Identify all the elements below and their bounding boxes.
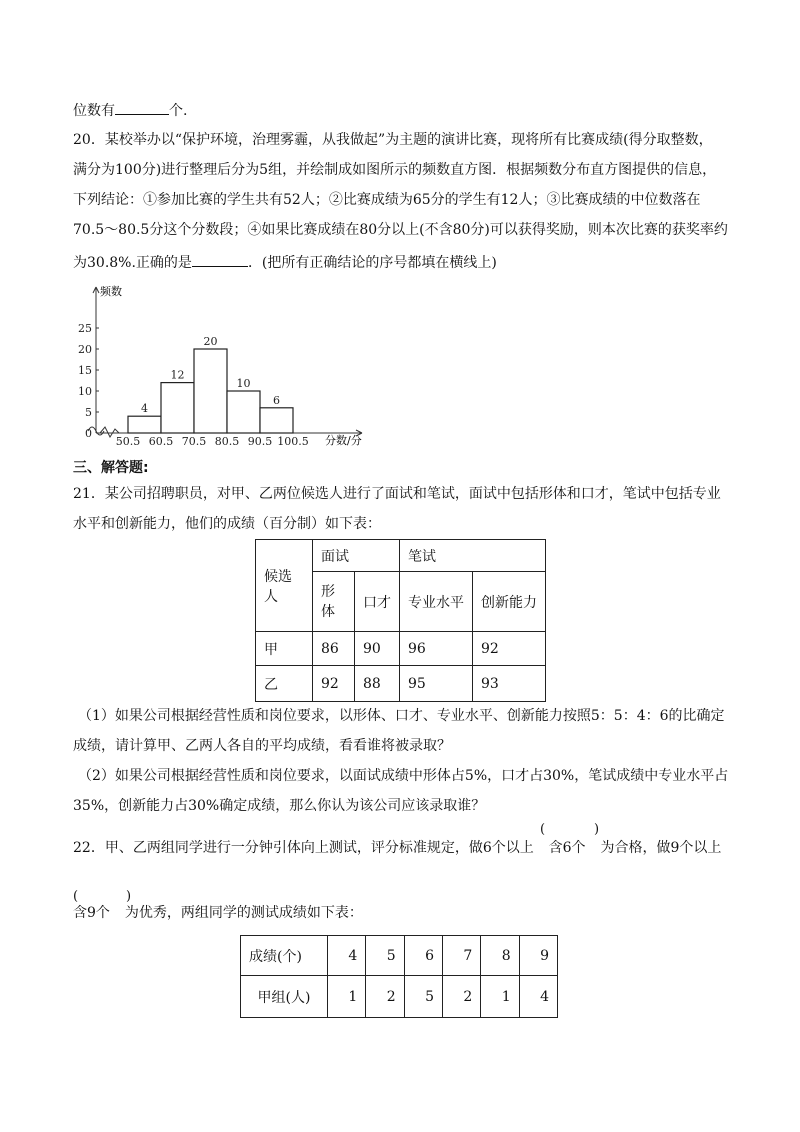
cell: 9 <box>519 936 557 976</box>
y-tick-label: 25 <box>78 322 92 335</box>
open-paren: ( <box>73 889 79 904</box>
header-interview: 面试 <box>313 540 400 572</box>
q21-part2-line-2: 35%，创新能力占30%确定成绩，那么你认为该公司应该录取谁？ <box>73 798 486 814</box>
x-tick-label: 60.5 <box>148 435 174 448</box>
q21-line-2: 水平和创新能力，他们的成绩（百分制）如下表： <box>73 516 381 532</box>
bar-value-label: 20 <box>203 335 218 348</box>
cell: 6 <box>404 936 442 976</box>
x-tick-label: 80.5 <box>214 435 240 448</box>
bar-value-label: 10 <box>236 377 251 390</box>
cell: 8 <box>481 936 519 976</box>
y-tick-label: 0 <box>85 427 92 440</box>
cell: 1 <box>481 976 519 1018</box>
row-name: 乙 <box>256 666 313 702</box>
header-expertise: 专业水平 <box>400 572 473 632</box>
q22-text-c: 为优秀，两组同学的测试成绩如下表： <box>124 905 363 921</box>
y-tick-label: 15 <box>78 364 92 377</box>
q22-line-1 <box>73 838 721 858</box>
row-name: 甲 <box>256 632 313 666</box>
bar-value-label: 4 <box>141 402 148 416</box>
q20-last-suffix: ．(把所有正确结论的序号都填在横线上) <box>247 255 497 271</box>
cell: 86 <box>313 632 355 666</box>
bar-value-label: 6 <box>273 393 280 407</box>
q22-paren-a: 含6个 <box>548 840 586 856</box>
open-paren: ( <box>540 822 546 837</box>
cell: 96 <box>400 632 473 666</box>
cell: 88 <box>355 666 400 702</box>
x-axis-label: 分数/分 <box>325 434 362 447</box>
y-tick-label: 5 <box>85 406 92 419</box>
q22-line-2 <box>73 903 363 923</box>
x-tick-label: 100.5 <box>277 435 309 448</box>
close-paren: ) <box>594 822 600 837</box>
cell: 2 <box>442 976 480 1018</box>
cell: 7 <box>442 936 480 976</box>
histogram-bar <box>194 349 227 433</box>
section-title: 三、解答题: <box>73 460 149 476</box>
cell: 2 <box>366 976 404 1018</box>
table-row <box>241 936 558 976</box>
y-tick-label: 20 <box>78 343 92 356</box>
header-innovation: 创新能力 <box>473 572 546 632</box>
cell: 4 <box>328 936 366 976</box>
q19-suffix: 个. <box>169 103 188 119</box>
answer-blank[interactable] <box>115 100 169 115</box>
table-row <box>256 666 546 702</box>
frequency-histogram <box>80 282 380 452</box>
x-tick-label: 70.5 <box>181 435 207 448</box>
pullup-table <box>240 935 558 1018</box>
header-eloquence: 口才 <box>355 572 400 632</box>
histogram-bar <box>260 408 293 433</box>
cell: 4 <box>519 976 557 1018</box>
header-appearance-1: 形 <box>321 583 335 600</box>
q22-paren-b: 含9个 <box>73 905 110 921</box>
q20-line-1: 20．某校举办以“保护环境，治理雾霾，从我做起”为主题的演讲比赛，现将所有比赛成绩(得分取整数， <box>73 132 713 148</box>
cell: 5 <box>404 976 442 1018</box>
q22-text-a: 22．甲、乙两组同学进行一分钟引体向上测试，评分标准规定，做6个以上 <box>73 840 534 856</box>
q20-line-5 <box>73 252 497 273</box>
answer-blank[interactable] <box>192 252 248 267</box>
q21-line-1: 21．某公司招聘职员，对甲、乙两位候选人进行了面试和笔试，面试中包括形体和口才，笔试中包括专业 <box>73 486 721 502</box>
y-tick-label: 10 <box>78 385 92 398</box>
row-label: 甲组(人) <box>241 976 328 1018</box>
header-appearance-2: 体 <box>321 603 335 620</box>
q20-line-4: 70.5～80.5分这个分数段；④如果比赛成绩在80分以上(不含80分)可以获得奖励，则本次比赛的获奖率约 <box>73 222 728 238</box>
cell: 92 <box>313 666 355 702</box>
cell: 90 <box>355 632 400 666</box>
histogram-bar <box>227 391 260 433</box>
table-row <box>256 632 546 666</box>
q21-part2-line-1: （2）如果公司根据经营性质和岗位要求，以面试成绩中形体占5%，口才占30%，笔试成绩中专业水平占 <box>78 768 729 784</box>
close-paren: ) <box>126 889 132 904</box>
q21-part1-line-2: 成绩，请计算甲、乙两人各自的平均成绩，看看谁将被录取？ <box>73 738 451 754</box>
histogram-bar <box>128 416 161 433</box>
bar-value-label: 12 <box>170 368 185 382</box>
score-table <box>255 539 546 702</box>
header-candidate: 候选人 <box>256 540 313 632</box>
cell: 1 <box>328 976 366 1018</box>
q19-text: 位数有 <box>73 103 115 119</box>
q19-tail <box>73 100 187 121</box>
q22-text-b: 为合格，做9个以上 <box>600 840 722 856</box>
header-appearance <box>313 572 355 632</box>
cell: 5 <box>366 936 404 976</box>
histogram-bar <box>161 383 194 433</box>
row-label: 成绩(个) <box>241 936 328 976</box>
cell: 92 <box>473 632 546 666</box>
cell: 93 <box>473 666 546 702</box>
q20-line-2: 满分为100分)进行整理后分为5组，并绘制成如图所示的频数直方图．根据频数分布直方图提供的信息， <box>73 162 717 178</box>
q21-part1-line-1: （1）如果公司根据经营性质和岗位要求，以形体、口才、专业水平、创新能力按照5：5：4：6的比确定 <box>78 708 725 724</box>
cell: 95 <box>400 666 473 702</box>
x-tick-label: 90.5 <box>247 435 273 448</box>
y-axis-label: 频数 <box>100 285 122 298</box>
q20-line-3: 下列结论：①参加比赛的学生共有52人；②比赛成绩为65分的学生有12人；③比赛成绩的中位数落在 <box>73 192 701 208</box>
x-tick-label: 50.5 <box>115 435 141 448</box>
table-row <box>241 976 558 1018</box>
q20-last-prefix: 为30.8%.正确的是 <box>73 255 192 271</box>
header-written: 笔试 <box>400 540 546 572</box>
